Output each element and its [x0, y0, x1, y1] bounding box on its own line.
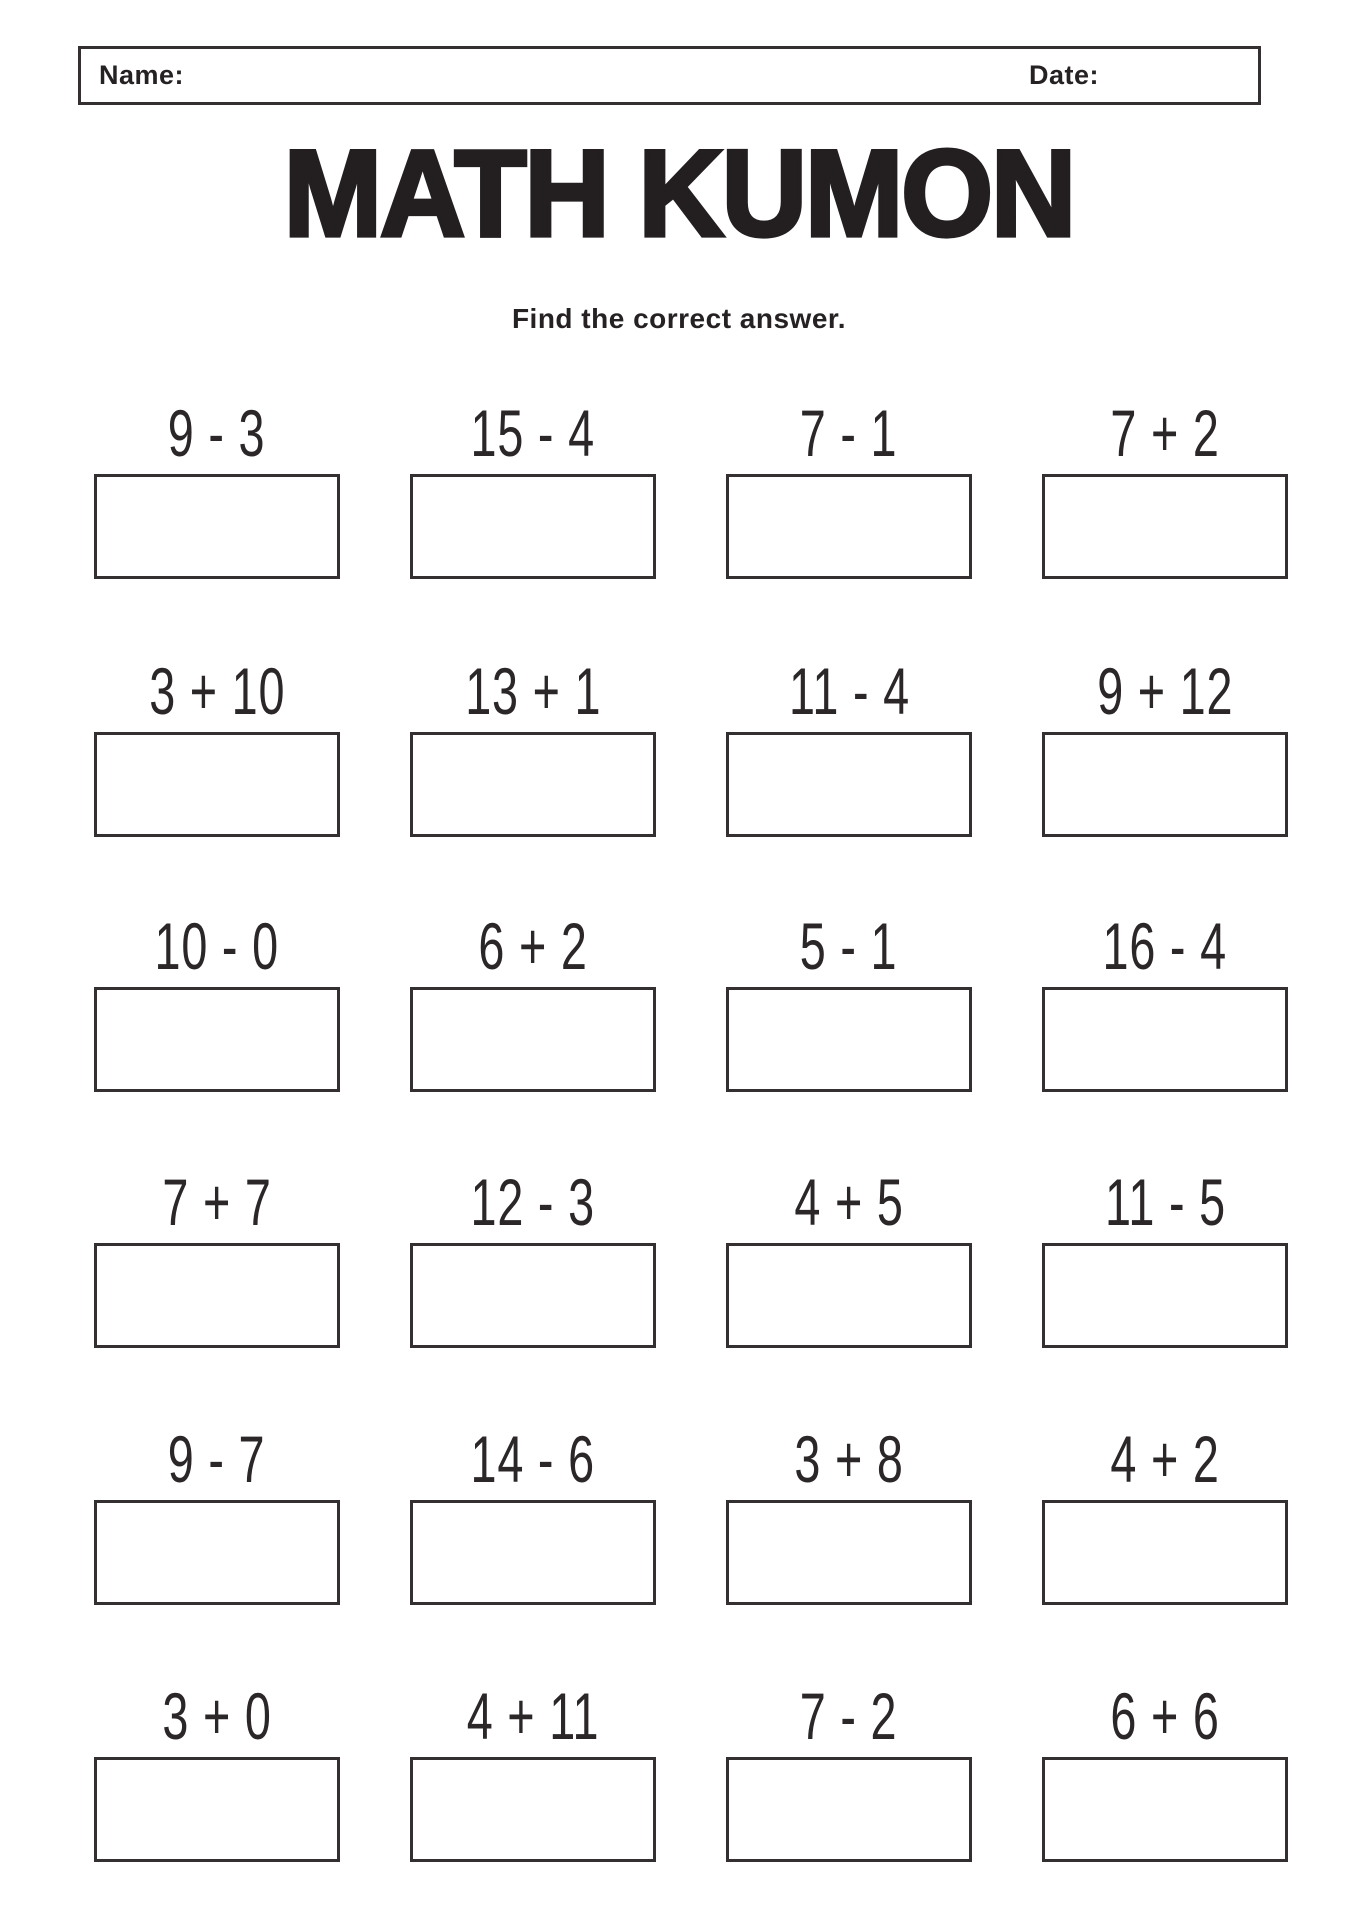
instruction-text: Find the correct answer. [511, 303, 847, 334]
problem-cell [1042, 1165, 1288, 1348]
problem-cell [94, 396, 340, 579]
problem-expression: 16 - 4 [1102, 909, 1228, 984]
problem-cell [726, 1422, 972, 1605]
answer-box[interactable] [94, 1500, 340, 1605]
problem-cell [410, 1165, 656, 1348]
answer-box[interactable] [410, 732, 656, 837]
problem-cell [94, 654, 340, 837]
problem-expression: 3 + 10 [148, 654, 286, 729]
problem-expression: 11 - 4 [788, 654, 910, 729]
name-field[interactable] [81, 49, 1027, 102]
name-date-header [78, 46, 1261, 105]
answer-box[interactable] [410, 1500, 656, 1605]
answer-box[interactable] [1042, 474, 1288, 579]
problem-cell [726, 1165, 972, 1348]
answer-box[interactable] [1042, 1243, 1288, 1348]
problem-expression: 9 - 7 [168, 1422, 266, 1497]
answer-box[interactable] [410, 1243, 656, 1348]
answer-box[interactable] [726, 1500, 972, 1605]
answer-box[interactable] [410, 987, 656, 1092]
answer-box[interactable] [1042, 1757, 1288, 1862]
problem-expression: 12 - 3 [470, 1165, 596, 1240]
problems-row [94, 654, 1288, 837]
problem-expression: 6 + 2 [478, 909, 588, 984]
problems-row [94, 1679, 1288, 1862]
problems-row [94, 1165, 1288, 1348]
problem-cell [726, 396, 972, 579]
problem-cell [726, 1679, 972, 1862]
problem-expression: 5 - 1 [800, 909, 898, 984]
answer-box[interactable] [1042, 987, 1288, 1092]
problem-cell [410, 396, 656, 579]
problem-expression: 7 + 7 [162, 1165, 272, 1240]
answer-box[interactable] [94, 1757, 340, 1862]
problem-cell [410, 654, 656, 837]
answer-box[interactable] [94, 1243, 340, 1348]
problem-cell [410, 1422, 656, 1605]
answer-box[interactable] [1042, 732, 1288, 837]
problem-cell [726, 654, 972, 837]
answer-box[interactable] [94, 732, 340, 837]
problem-cell [94, 1679, 340, 1862]
problem-expression: 11 - 5 [1104, 1165, 1226, 1240]
problem-cell [1042, 909, 1288, 1092]
problem-cell [1042, 1422, 1288, 1605]
answer-box[interactable] [94, 987, 340, 1092]
problem-expression: 14 - 6 [470, 1422, 596, 1497]
problem-expression: 9 + 12 [1096, 654, 1234, 729]
problem-cell [726, 909, 972, 1092]
worksheet-title: MATH KUMON [283, 125, 1075, 263]
problem-cell [1042, 654, 1288, 837]
problem-expression: 4 + 11 [466, 1679, 600, 1754]
problem-cell [410, 1679, 656, 1862]
problem-expression: 13 + 1 [464, 654, 602, 729]
problem-expression: 3 + 0 [162, 1679, 272, 1754]
problem-expression: 4 + 2 [1110, 1422, 1220, 1497]
problem-expression: 4 + 5 [794, 1165, 904, 1240]
name-label: Name: [99, 60, 185, 90]
problem-cell [94, 1165, 340, 1348]
problem-expression: 6 + 6 [1110, 1679, 1220, 1754]
problem-expression: 7 - 2 [800, 1679, 898, 1754]
problem-expression: 7 + 2 [1110, 396, 1220, 471]
problem-cell [1042, 396, 1288, 579]
answer-box[interactable] [410, 474, 656, 579]
problem-expression: 10 - 0 [154, 909, 280, 984]
answer-box[interactable] [726, 1243, 972, 1348]
answer-box[interactable] [726, 1757, 972, 1862]
answer-box[interactable] [410, 1757, 656, 1862]
problems-row [94, 909, 1288, 1092]
problem-expression: 15 - 4 [470, 396, 596, 471]
date-field[interactable] [1027, 49, 1258, 102]
problem-cell [410, 909, 656, 1092]
answer-box[interactable] [1042, 1500, 1288, 1605]
problem-expression: 7 - 1 [800, 396, 898, 471]
answer-box[interactable] [94, 474, 340, 579]
problem-cell [1042, 1679, 1288, 1862]
problem-expression: 9 - 3 [168, 396, 266, 471]
problem-cell [94, 909, 340, 1092]
answer-box[interactable] [726, 987, 972, 1092]
problem-expression: 3 + 8 [794, 1422, 904, 1497]
answer-box[interactable] [726, 474, 972, 579]
date-label: Date: [1029, 60, 1100, 90]
problem-cell [94, 1422, 340, 1605]
answer-box[interactable] [726, 732, 972, 837]
problems-row [94, 1422, 1288, 1605]
problems-row [94, 396, 1288, 579]
